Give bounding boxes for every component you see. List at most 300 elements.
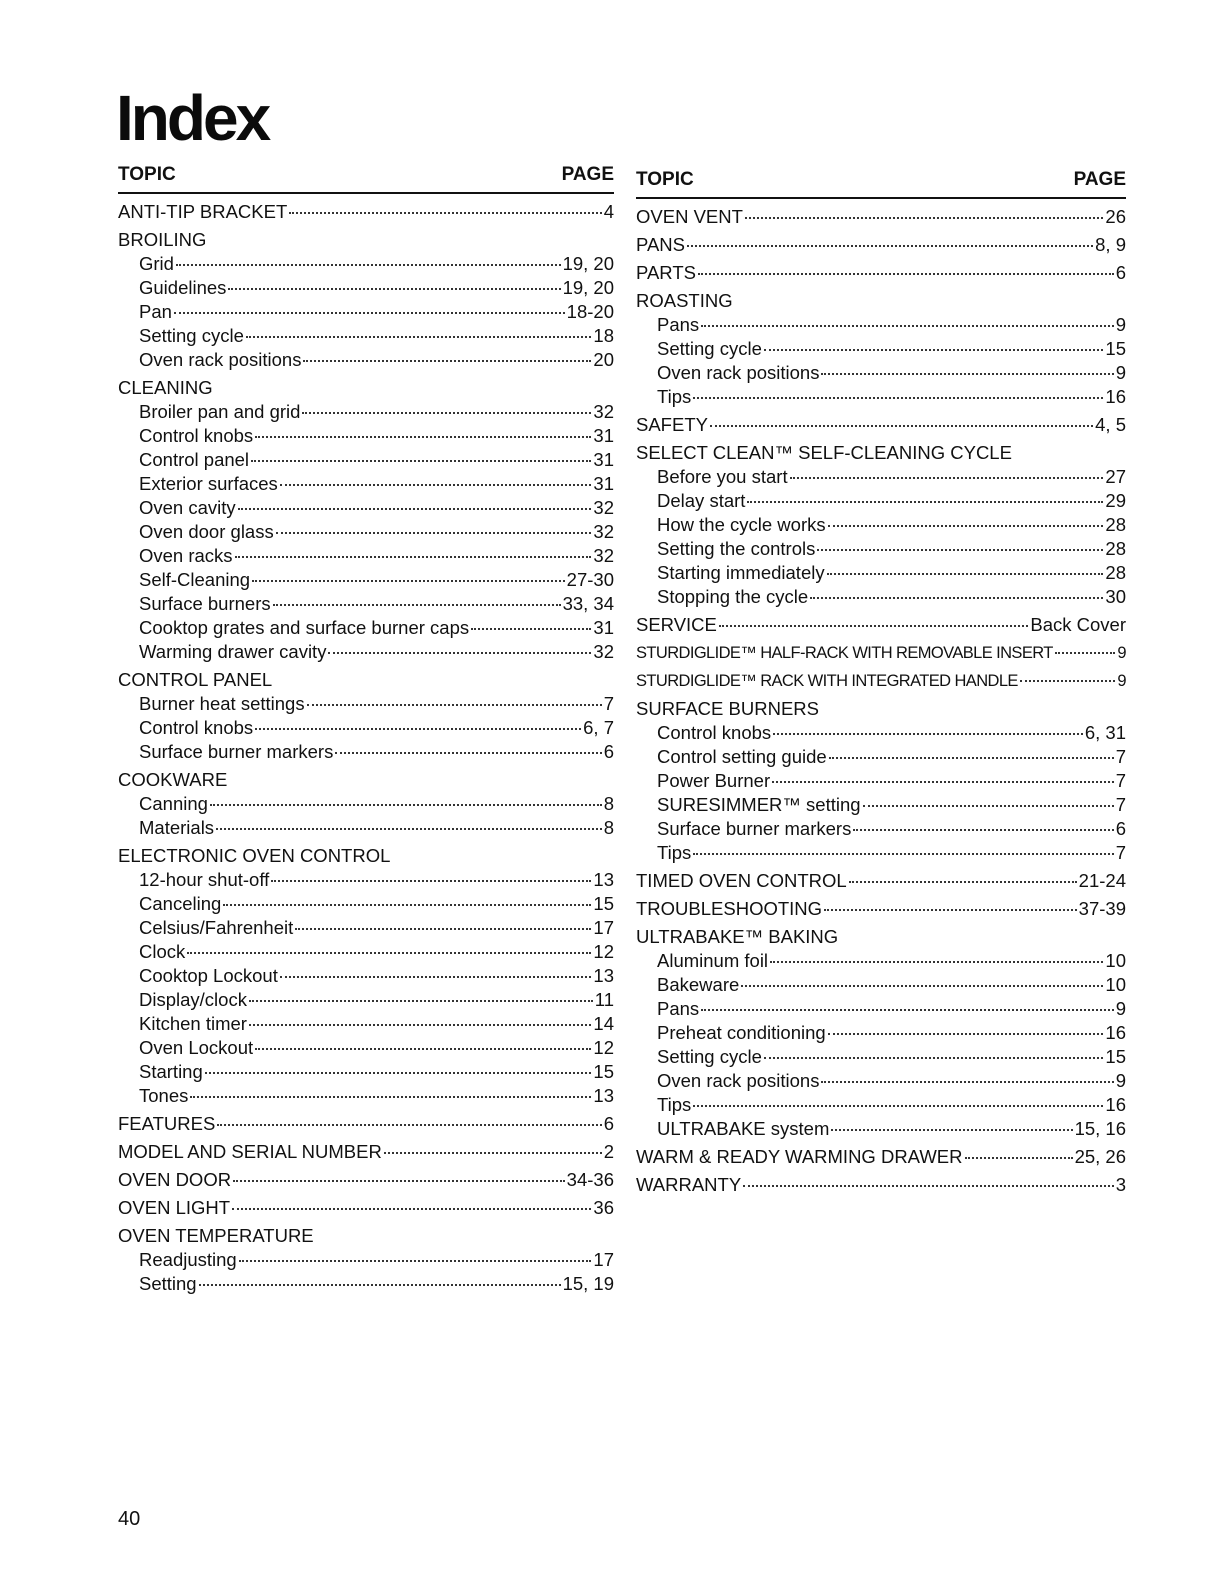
entry-page: 15 — [593, 1061, 614, 1082]
dot-leader — [295, 928, 591, 930]
entry-page: 7 — [1115, 746, 1126, 767]
index-entry-row — [118, 1168, 614, 1192]
index-subentry — [636, 513, 1126, 537]
entry-page: 6, 31 — [1084, 722, 1126, 743]
index-entry — [636, 289, 1126, 409]
index-entry-row — [636, 869, 1126, 893]
index-entry — [118, 376, 614, 664]
entry-topic: Starting immediately — [657, 562, 825, 583]
entry-topic: Kitchen timer — [139, 1013, 247, 1034]
index-entry — [636, 1145, 1126, 1169]
entry-page: 10 — [1105, 950, 1126, 971]
entry-topic: Tips — [657, 1094, 692, 1115]
index-entry-row — [636, 1145, 1126, 1169]
entry-page: 13 — [593, 965, 614, 986]
entry-page: 16 — [1105, 386, 1126, 407]
index-entry-row — [118, 1140, 614, 1164]
entry-page: 31 — [593, 617, 614, 638]
entry-topic: WARRANTY — [636, 1174, 742, 1195]
index-entry — [118, 1224, 614, 1296]
index-entry — [636, 669, 1126, 693]
dot-leader — [235, 556, 592, 558]
entry-page: 7 — [1115, 770, 1126, 791]
column-header — [636, 165, 1126, 199]
topic-header: TOPIC — [636, 169, 694, 190]
entry-topic: Control panel — [139, 449, 250, 470]
entry-page: 32 — [593, 497, 614, 518]
dot-leader — [228, 288, 560, 290]
dot-leader — [790, 477, 1104, 479]
entry-page: 32 — [593, 641, 614, 662]
index-subentry — [118, 716, 614, 740]
entry-page: 9 — [1115, 998, 1126, 1019]
index-entry-row — [636, 1173, 1126, 1197]
entry-topic: SURFACE BURNERS — [636, 698, 819, 719]
entry-topic: ELECTRONIC OVEN CONTROL — [118, 845, 391, 866]
entry-page: 6 — [1115, 262, 1126, 283]
index-entry — [636, 697, 1126, 865]
entry-topic: Display/clock — [139, 989, 247, 1010]
entry-topic: CLEANING — [118, 377, 213, 398]
dot-leader — [701, 1009, 1114, 1011]
entry-topic: CONTROL PANEL — [118, 669, 273, 690]
entry-page: 21-24 — [1078, 870, 1126, 891]
entry-page: 28 — [1105, 514, 1126, 535]
entry-topic: STURDIGLIDE™ HALF-RACK WITH REMOVABLE INSERT — [636, 644, 1053, 662]
dot-leader — [232, 1208, 591, 1210]
entry-page: 15, 16 — [1074, 1118, 1126, 1139]
entry-topic: TROUBLESHOOTING — [636, 898, 823, 919]
index-subentry — [636, 585, 1126, 609]
index-entry-row — [636, 261, 1126, 285]
entry-topic: WARM & READY WARMING DRAWER — [636, 1146, 963, 1167]
index-entry-row — [636, 897, 1126, 921]
entry-topic: Before you start — [657, 466, 788, 487]
index-subentry — [118, 940, 614, 964]
index-entry-row — [118, 1196, 614, 1220]
index-entry — [118, 668, 614, 764]
entry-page: 19, 20 — [562, 277, 614, 298]
entry-page: 14 — [593, 1013, 614, 1034]
entry-topic: SURESIMMER™ setting — [657, 794, 861, 815]
dot-leader — [303, 360, 591, 362]
dot-leader — [233, 1180, 565, 1182]
index-subentry — [118, 988, 614, 1012]
entry-topic: Bakeware — [657, 974, 740, 995]
index-subentry — [118, 616, 614, 640]
index-subentry — [118, 1060, 614, 1084]
entry-topic: Starting — [139, 1061, 203, 1082]
index-entry — [636, 413, 1126, 437]
entry-topic: PANS — [636, 234, 686, 255]
index-subentry — [118, 276, 614, 300]
dot-leader — [255, 436, 591, 438]
entry-topic: Warming drawer cavity — [139, 641, 327, 662]
index-subentry — [636, 841, 1126, 865]
dot-leader — [210, 804, 602, 806]
entry-page: 16 — [1105, 1022, 1126, 1043]
index-entry — [118, 228, 614, 372]
entry-page: 15, 19 — [562, 1273, 614, 1294]
index-entry-row — [118, 668, 614, 692]
index-subentry — [636, 793, 1126, 817]
entry-topic: Setting cycle — [657, 338, 762, 359]
index-entry — [636, 233, 1126, 257]
entry-topic: Surface burner markers — [657, 818, 852, 839]
index-entry — [636, 641, 1126, 665]
entry-topic: Broiler pan and grid — [139, 401, 301, 422]
index-entry-row — [636, 669, 1126, 693]
entry-topic: 12-hour shut-off — [139, 869, 270, 890]
entry-page: 37-39 — [1078, 898, 1126, 919]
entry-page: 29 — [1105, 490, 1126, 511]
entry-topic: ULTRABAKE™ BAKING — [636, 926, 839, 947]
dot-leader — [223, 904, 591, 906]
entry-topic: OVEN VENT — [636, 206, 743, 227]
entry-page: 11 — [594, 989, 614, 1010]
index-entry-row — [118, 200, 614, 224]
entry-page: 32 — [593, 521, 614, 542]
index-subentry — [118, 792, 614, 816]
index-subentry — [118, 544, 614, 568]
entry-page: 9 — [1115, 314, 1126, 335]
index-subentry — [118, 472, 614, 496]
entry-topic: Setting — [139, 1273, 197, 1294]
dot-leader — [710, 425, 1093, 427]
index-entry-row — [636, 205, 1126, 229]
index-subentry — [118, 964, 614, 988]
entry-page: 28 — [1105, 562, 1126, 583]
entry-topic: Celsius/Fahrenheit — [139, 917, 294, 938]
index-subentry — [636, 949, 1126, 973]
dot-leader — [238, 508, 592, 510]
dot-leader — [831, 1129, 1072, 1131]
dot-leader — [1055, 652, 1116, 654]
page-title: Index — [116, 82, 269, 154]
index-entry — [118, 844, 614, 1108]
dot-leader — [693, 397, 1103, 399]
index-entry-row — [118, 228, 614, 252]
entry-page: 36 — [593, 1197, 614, 1218]
entry-page: 9 — [1117, 672, 1126, 690]
dot-leader — [273, 604, 561, 606]
entry-topic: Oven rack positions — [657, 362, 820, 383]
entry-page: 32 — [593, 545, 614, 566]
entry-page: 6 — [603, 1113, 614, 1134]
dot-leader — [772, 781, 1114, 783]
index-entry-row — [636, 613, 1126, 637]
dot-leader — [829, 757, 1114, 759]
entry-page: 17 — [593, 917, 614, 938]
index-subentry — [636, 537, 1126, 561]
dot-leader — [810, 597, 1103, 599]
entry-page: 28 — [1105, 538, 1126, 559]
entry-topic: Setting the controls — [657, 538, 816, 559]
entry-topic: Tips — [657, 386, 692, 407]
dot-leader — [289, 212, 601, 214]
index-entry — [636, 1173, 1126, 1197]
entry-topic: Preheat conditioning — [657, 1022, 826, 1043]
dot-leader — [817, 549, 1103, 551]
dot-leader — [471, 628, 591, 630]
entry-page: 4, 5 — [1095, 414, 1126, 435]
index-entry-row — [636, 289, 1126, 313]
index-subentry — [118, 592, 614, 616]
entry-page: 9 — [1115, 362, 1126, 383]
dot-leader — [246, 336, 592, 338]
index-entry-row — [636, 925, 1126, 949]
column-header — [118, 160, 614, 194]
entry-page: 13 — [593, 1085, 614, 1106]
dot-leader — [251, 460, 591, 462]
dot-leader — [216, 828, 602, 830]
entry-topic: Stopping the cycle — [657, 586, 809, 607]
entry-topic: Exterior surfaces — [139, 473, 278, 494]
dot-leader — [176, 264, 561, 266]
dot-leader — [828, 525, 1104, 527]
dot-leader — [205, 1072, 592, 1074]
dot-leader — [853, 829, 1113, 831]
entry-page: 2 — [603, 1141, 614, 1162]
entry-page: 7 — [1115, 842, 1126, 863]
entry-topic: BROILING — [118, 229, 207, 250]
entry-page: 4 — [603, 201, 614, 222]
entry-topic: Delay start — [657, 490, 746, 511]
dot-leader — [747, 501, 1103, 503]
index-subentry — [636, 489, 1126, 513]
dot-leader — [745, 217, 1104, 219]
entry-topic: Aluminum foil — [657, 950, 769, 971]
index-entry — [118, 200, 614, 224]
entry-page: 31 — [593, 473, 614, 494]
dot-leader — [280, 484, 592, 486]
entry-topic: MODEL AND SERIAL NUMBER — [118, 1141, 382, 1162]
index-column-left — [118, 160, 614, 1296]
entry-page: 30 — [1105, 586, 1126, 607]
dot-leader — [335, 752, 601, 754]
dot-leader — [174, 312, 565, 314]
entry-page: 16 — [1105, 1094, 1126, 1115]
entry-topic: Surface burner markers — [139, 741, 334, 762]
entry-page: 9 — [1117, 644, 1126, 662]
entry-page: 31 — [593, 425, 614, 446]
index-subentry — [118, 400, 614, 424]
index-subentry — [118, 640, 614, 664]
entry-page: 12 — [593, 1037, 614, 1058]
dot-leader — [693, 853, 1113, 855]
entry-page: 6, 7 — [583, 717, 614, 738]
dot-leader — [280, 976, 592, 978]
dot-leader — [249, 1024, 591, 1026]
index-subentry — [118, 520, 614, 544]
entry-topic: Cooktop Lockout — [139, 965, 278, 986]
index-subentry — [636, 817, 1126, 841]
entry-topic: Oven racks — [139, 545, 233, 566]
entry-topic: Control knobs — [139, 425, 254, 446]
entry-page: 25, 26 — [1074, 1146, 1126, 1167]
dot-leader — [384, 1152, 602, 1154]
index-entry-row — [118, 1224, 614, 1248]
entry-page: 15 — [1105, 338, 1126, 359]
index-entry — [118, 1168, 614, 1192]
topic-header: TOPIC — [118, 164, 176, 185]
index-subentry — [636, 1093, 1126, 1117]
index-entry — [636, 261, 1126, 285]
index-subentry — [118, 252, 614, 276]
index-entry — [118, 1112, 614, 1136]
index-subentry — [636, 769, 1126, 793]
dot-leader — [863, 805, 1114, 807]
entry-topic: OVEN DOOR — [118, 1169, 232, 1190]
dot-leader — [824, 909, 1077, 911]
dot-leader — [1020, 680, 1116, 682]
index-entry-row — [636, 641, 1126, 665]
entry-topic: ANTI-TIP BRACKET — [118, 201, 288, 222]
index-subentry — [636, 561, 1126, 585]
index-subentry — [118, 1248, 614, 1272]
index-entry-row — [118, 1112, 614, 1136]
entry-page: 17 — [593, 1249, 614, 1270]
entry-topic: Oven rack positions — [657, 1070, 820, 1091]
index-entry-row — [118, 844, 614, 868]
entry-page: 34-36 — [566, 1169, 614, 1190]
entry-page: 3 — [1115, 1174, 1126, 1195]
dot-leader — [249, 1000, 593, 1002]
dot-leader — [821, 1081, 1113, 1083]
entry-topic: Oven Lockout — [139, 1037, 254, 1058]
entry-topic: Tips — [657, 842, 692, 863]
index-subentry — [636, 1021, 1126, 1045]
entry-page: 15 — [1105, 1046, 1126, 1067]
index-subentry — [636, 361, 1126, 385]
entry-topic: OVEN TEMPERATURE — [118, 1225, 314, 1246]
entry-topic: PARTS — [636, 262, 696, 283]
entry-page: 13 — [593, 869, 614, 890]
entry-page: 32 — [593, 401, 614, 422]
index-subentry — [118, 868, 614, 892]
dot-leader — [773, 733, 1083, 735]
index-entry-row — [636, 233, 1126, 257]
entry-topic: Self-Cleaning — [139, 569, 251, 590]
entry-page: 19, 20 — [562, 253, 614, 274]
entry-topic: FEATURES — [118, 1113, 216, 1134]
dot-leader — [255, 1048, 591, 1050]
page-header: PAGE — [561, 164, 614, 185]
entry-topic: Oven rack positions — [139, 349, 302, 370]
index-subentry — [118, 348, 614, 372]
entry-topic: Cooktop grates and surface burner caps — [139, 617, 470, 638]
dot-leader — [187, 952, 591, 954]
entry-page: 15 — [593, 893, 614, 914]
entry-page: 18-20 — [566, 301, 614, 322]
entry-topic: Guidelines — [139, 277, 227, 298]
dot-leader — [276, 532, 592, 534]
entry-topic: Control knobs — [139, 717, 254, 738]
entry-topic: Materials — [139, 817, 215, 838]
index-subentry — [118, 740, 614, 764]
index-entry — [118, 768, 614, 840]
dot-leader — [255, 728, 581, 730]
dot-leader — [701, 325, 1114, 327]
entry-page: 26 — [1105, 206, 1126, 227]
dot-leader — [307, 704, 602, 706]
index-entry — [636, 205, 1126, 229]
entry-page: 31 — [593, 449, 614, 470]
dot-leader — [741, 985, 1103, 987]
dot-leader — [764, 349, 1104, 351]
index-entry-row — [118, 376, 614, 400]
index-entry — [636, 897, 1126, 921]
index-subentry — [636, 465, 1126, 489]
dot-leader — [693, 1105, 1103, 1107]
entry-page: 7 — [603, 693, 614, 714]
entry-page: 10 — [1105, 974, 1126, 995]
index-entry — [118, 1140, 614, 1164]
entry-topic: Clock — [139, 941, 186, 962]
index-entry — [636, 613, 1126, 637]
entry-topic: Power Burner — [657, 770, 771, 791]
entry-topic: Setting cycle — [657, 1046, 762, 1067]
dot-leader — [821, 373, 1113, 375]
index-subentry — [118, 692, 614, 716]
entry-topic: OVEN LIGHT — [118, 1197, 231, 1218]
dot-leader — [698, 273, 1114, 275]
index-entry — [118, 1196, 614, 1220]
index-subentry — [118, 448, 614, 472]
index-subentry — [636, 385, 1126, 409]
entry-topic: ULTRABAKE system — [657, 1118, 830, 1139]
index-subentry — [118, 916, 614, 940]
entry-page: 8 — [603, 793, 614, 814]
entry-page: 8, 9 — [1095, 234, 1126, 255]
index-subentry — [118, 816, 614, 840]
dot-leader — [687, 245, 1093, 247]
index-entry — [636, 441, 1126, 609]
entry-topic: Pans — [657, 998, 700, 1019]
entry-page: 12 — [593, 941, 614, 962]
index-subentry — [118, 568, 614, 592]
dot-leader — [190, 1096, 591, 1098]
dot-leader — [965, 1157, 1073, 1159]
index-subentry — [118, 496, 614, 520]
dot-leader — [217, 1124, 601, 1126]
dot-leader — [719, 625, 1028, 627]
index-entry — [636, 925, 1126, 1141]
index-entry — [636, 869, 1126, 893]
entry-topic: Burner heat settings — [139, 693, 305, 714]
entry-page: 6 — [1115, 818, 1126, 839]
page-header: PAGE — [1073, 169, 1126, 190]
entry-topic: Readjusting — [139, 1249, 237, 1270]
entry-page: 27-30 — [566, 569, 614, 590]
entry-topic: SELECT CLEAN™ SELF-CLEANING CYCLE — [636, 442, 1012, 463]
entry-page: Back Cover — [1030, 614, 1126, 635]
entry-topic: Pan — [139, 301, 172, 322]
entry-page: 7 — [1115, 794, 1126, 815]
index-entry-row — [636, 441, 1126, 465]
entry-page: 8 — [603, 817, 614, 838]
dot-leader — [271, 880, 591, 882]
index-subentry — [118, 300, 614, 324]
index-subentry — [118, 1084, 614, 1108]
index-subentry — [636, 1045, 1126, 1069]
index-column-right — [636, 165, 1126, 1197]
entry-page: 9 — [1115, 1070, 1126, 1091]
entry-page: 6 — [603, 741, 614, 762]
dot-leader — [199, 1284, 561, 1286]
index-subentry — [118, 1272, 614, 1296]
entry-page: 27 — [1105, 466, 1126, 487]
